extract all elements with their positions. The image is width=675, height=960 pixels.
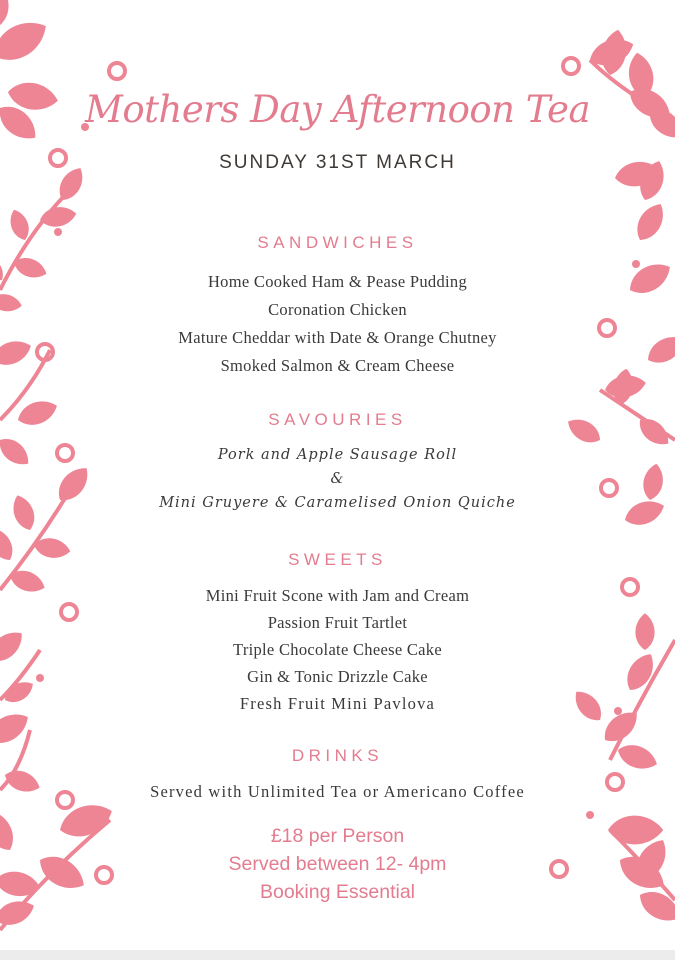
menu-item: Triple Chocolate Cheese Cake [233, 640, 442, 659]
menu-item: Passion Fruit Tartlet [267, 613, 408, 632]
leaf-branch-icon [608, 816, 675, 929]
leaf-branch-icon [569, 613, 675, 774]
leaf-branch-icon [621, 462, 667, 530]
section-heading-sandwiches: SANDWICHES [257, 233, 418, 252]
menu-item: Mini Gruyere & Caramelised Onion Quiche [159, 495, 516, 511]
section-heading-savouries: SAVOURIES [268, 410, 407, 429]
booking-note: Booking Essential [259, 881, 415, 903]
menu-item: Served with Unlimited Tea or Americano Coffee [150, 782, 525, 801]
menu-item: Mini Fruit Scone with Jam and Cream [205, 586, 470, 605]
menu-item: Mature Cheddar with Date & Orange Chutney [178, 328, 497, 347]
leaf-branch-icon [0, 0, 60, 147]
menu-item: Smoked Salmon & Cream Cheese [220, 356, 455, 375]
leaf-branch-icon [624, 199, 675, 301]
menu-item: Home Cooked Ham & Pease Pudding [207, 272, 468, 291]
serving-times: Served between 12- 4pm [228, 853, 447, 875]
section-heading-drinks: DRINKS [291, 746, 384, 765]
menu-item: Pork and Apple Sausage Roll [217, 447, 458, 463]
menu-item: Gin & Tonic Drizzle Cake [247, 667, 428, 686]
page-title: Mothers Day Afternoon Tea [84, 88, 591, 131]
menu-content [84, 0, 591, 960]
menu-item: Fresh Fruit Mini Pavlova [239, 694, 436, 713]
leaf-branch-icon [0, 163, 89, 314]
price-text: £18 per Person [270, 825, 405, 847]
menu-item: Coronation Chicken [268, 300, 407, 319]
bottom-edge [0, 950, 675, 960]
leaf-branch-icon [613, 157, 669, 203]
leaf-branch-icon [0, 461, 95, 596]
leaf-branch-icon [0, 625, 40, 707]
event-date: SUNDAY 31ST MARCH [219, 152, 456, 173]
leaf-branch-icon [563, 330, 675, 451]
leaf-branch-icon [0, 707, 43, 797]
menu-item: & [330, 471, 345, 487]
section-heading-sweets: SWEETS [288, 550, 387, 569]
